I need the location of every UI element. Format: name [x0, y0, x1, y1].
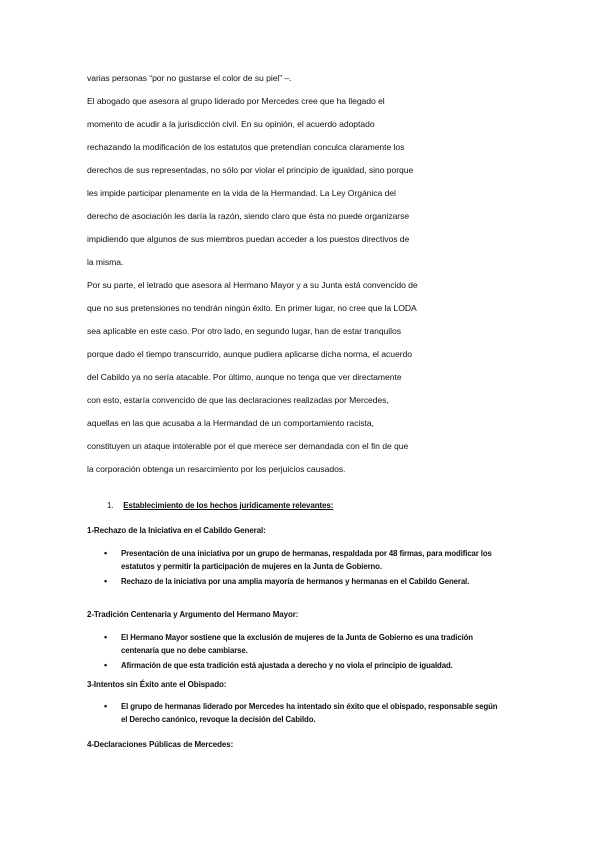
list-number: 1.	[107, 501, 114, 510]
text-line: les impide participar plenamente en la vida de la Hermandad. La Ley Orgánica del	[87, 188, 396, 198]
text-line: la corporación obtenga un resarcimiento por los perjuicios causados.	[87, 464, 346, 474]
body-text	[87, 67, 497, 481]
text-line: varias personas “por no gustarse el color de su piel” –.	[87, 73, 292, 83]
text-line: momento de acudir a la jurisdicción civil. En su opinión, el acuerdo adoptado	[87, 119, 375, 129]
text-line: porque dado el tiempo transcurrido, aunque pudiera aplicarse dicha norma, el acuerdo	[87, 349, 412, 359]
text-line: que no sus pretensiones no tendrán ningún éxito. En primer lugar, no cree que la LODA	[87, 303, 417, 313]
text-line: derechos de sus representadas, no sólo por violar el principio de igualdad, sino porque	[87, 165, 414, 175]
bullet-list-2	[104, 631, 501, 674]
text-line: derecho de asociación les daría la razón, siendo claro que ésta no puede organizarse	[87, 211, 410, 221]
text-line: constituyen un ataque intolerable por el que merece ser demandada con el fin de que	[87, 441, 409, 451]
section-heading-4: 4-Declaraciones Públicas de Mercedes:	[87, 740, 234, 749]
bullet-list-1	[104, 547, 501, 590]
text-line: aquellas en las que acusaba a la Hermandad de un comportamiento racista,	[87, 418, 374, 428]
text-line: la misma.	[87, 257, 124, 267]
bullet-list-3	[104, 700, 501, 728]
section-heading-3: 3-Intentos sin Éxito ante el Obispado:	[87, 680, 227, 689]
text-line: El abogado que asesora al grupo liderado por Mercedes cree que ha llegado el	[87, 96, 385, 106]
list-item: • Presentación de una iniciativa por un grupo de hermanas, respaldada por 48 firmas, para modificar los estatutos y permitir la participación de mujeres en la Junta de Gobierno.	[104, 547, 501, 573]
text-line: con esto, estaría convencido de que las declaraciones realizadas por Mercedes,	[87, 395, 389, 405]
list-item: • Rechazo de la iniciativa por una amplia mayoría de hermanos y hermanas en el Cabildo General.	[104, 575, 501, 588]
text-line: rechazando la modificación de los estatutos que pretendían conculca claramente los	[87, 142, 405, 152]
text-line: impidiendo que algunos de sus miembros puedan acceder a los puestos directivos de	[87, 234, 410, 244]
numbered-heading	[107, 501, 333, 510]
section-heading-1: 1-Rechazo de la Iniciativa en el Cabildo General:	[87, 526, 266, 535]
text-line: del Cabildo ya no sería atacable. Por último, aunque no tenga que ver directamente	[87, 372, 402, 382]
list-item: • Afirmación de que esta tradición está ajustada a derecho y no viola el principio de igualdad.	[104, 659, 501, 672]
list-item: • El grupo de hermanas liderado por Mercedes ha intentado sin éxito que el obispado, responsable según el Derecho canónico, revoque la decisión del Cabildo.	[104, 700, 501, 726]
list-item: • El Hermano Mayor sostiene que la exclusión de mujeres de la Junta de Gobierno es una tradición centenaria que no debe cambiarse.	[104, 631, 501, 657]
text-line: sea aplicable en este caso. Por otro lado, en segundo lugar, han de estar tranquilos	[87, 326, 401, 336]
section-heading-2: 2-Tradición Centenaria y Argumento del Hermano Mayor:	[87, 610, 299, 619]
text-line: Por su parte, el letrado que asesora al Hermano Mayor y a su Junta está convencido de	[87, 280, 418, 290]
section-title: Establecimiento de los hechos jurídicamente relevantes:	[123, 501, 334, 510]
